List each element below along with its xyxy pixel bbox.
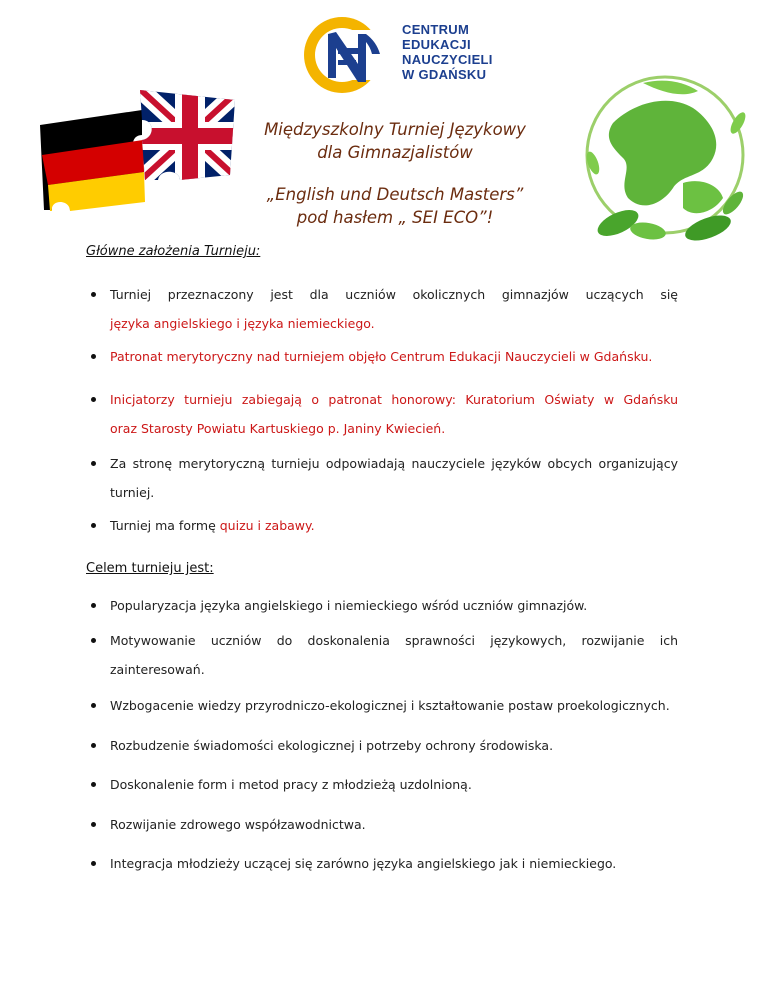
logo-text <box>402 22 493 82</box>
list-item <box>86 770 678 799</box>
cen-logo <box>298 12 518 97</box>
item-text: Rozbudzenie świadomości ekologicznej i potrzeby ochrony środowiska. <box>110 738 554 753</box>
list-item <box>86 280 678 338</box>
motto-line: pod hasłem „ SEI ECO”! <box>296 208 494 227</box>
section-heading-goals: Celem turnieju jest: <box>86 561 214 576</box>
list-item <box>86 342 678 371</box>
logo-line: EDUKACJI <box>402 37 471 52</box>
item-text: Doskonalenie form i metod pracy z młodzieżą uzdolnioną. <box>110 777 472 792</box>
list-item <box>86 810 678 839</box>
item-text-highlight: języka angielskiego i języka niemieckiego. <box>110 316 375 331</box>
item-text-highlight: oraz Starosty Powiatu Kartuskiego p. Janiny Kwiecień. <box>110 421 446 436</box>
cen-logo-mark <box>298 12 398 97</box>
item-text: Turniej przeznaczony jest dla uczniów okolicznych gimnazjów uczących się <box>110 287 678 302</box>
item-text-highlight: Inicjatorzy turnieju zabiegają o patronat honorowy: Kuratorium Oświaty w Gdańsku <box>110 392 678 407</box>
item-text: turniej. <box>110 485 155 500</box>
item-text: Turniej ma formę <box>110 518 220 533</box>
item-text-highlight: Patronat merytoryczny nad turniejem objęło Centrum Edukacji Nauczycieli w Gdańsku. <box>110 349 653 364</box>
list-item <box>86 849 678 878</box>
list-item <box>86 591 678 620</box>
item-text: Popularyzacja języka angielskiego i niemieckiego wśród uczniów gimnazjów. <box>110 598 588 613</box>
section-heading-main-assumptions: Główne założenia Turnieju: <box>86 244 261 259</box>
eco-globe-image <box>573 63 753 248</box>
list-item <box>86 731 678 760</box>
tournament-title <box>200 118 590 164</box>
title-line: Międzyszkolny Turniej Językowy <box>264 120 526 139</box>
logo-line: CENTRUM <box>402 22 470 37</box>
item-text: Za stronę merytoryczną turnieju odpowiadają nauczyciele języków obcych organizujący <box>110 456 678 471</box>
item-text: zainteresowań. <box>110 662 205 677</box>
logo-line: NAUCZYCIELI <box>402 52 493 67</box>
item-text: Motywowanie uczniów do doskonalenia sprawności językowych, rozwijanie ich <box>110 633 678 648</box>
title-line: dla Gimnazjalistów <box>317 143 473 162</box>
logo-line: W GDAŃSKU <box>402 67 487 82</box>
item-text: Rozwijanie zdrowego współzawodnictwa. <box>110 817 366 832</box>
list-item <box>86 691 678 720</box>
item-text: Wzbogacenie wiedzy przyrodniczo-ekologicznej i kształtowanie postaw proekologicznych. <box>110 698 670 713</box>
motto-line: „English und Deutsch Masters” <box>266 185 524 204</box>
item-text: Integracja młodzieży uczącej się zarówno języka angielskiego jak i niemieckiego. <box>110 856 617 871</box>
tournament-motto <box>200 183 590 229</box>
item-text-highlight: quizu i zabawy. <box>219 518 315 533</box>
list-item <box>86 385 678 443</box>
list-item <box>86 449 678 507</box>
list-item <box>86 511 678 540</box>
list-item <box>86 626 678 684</box>
